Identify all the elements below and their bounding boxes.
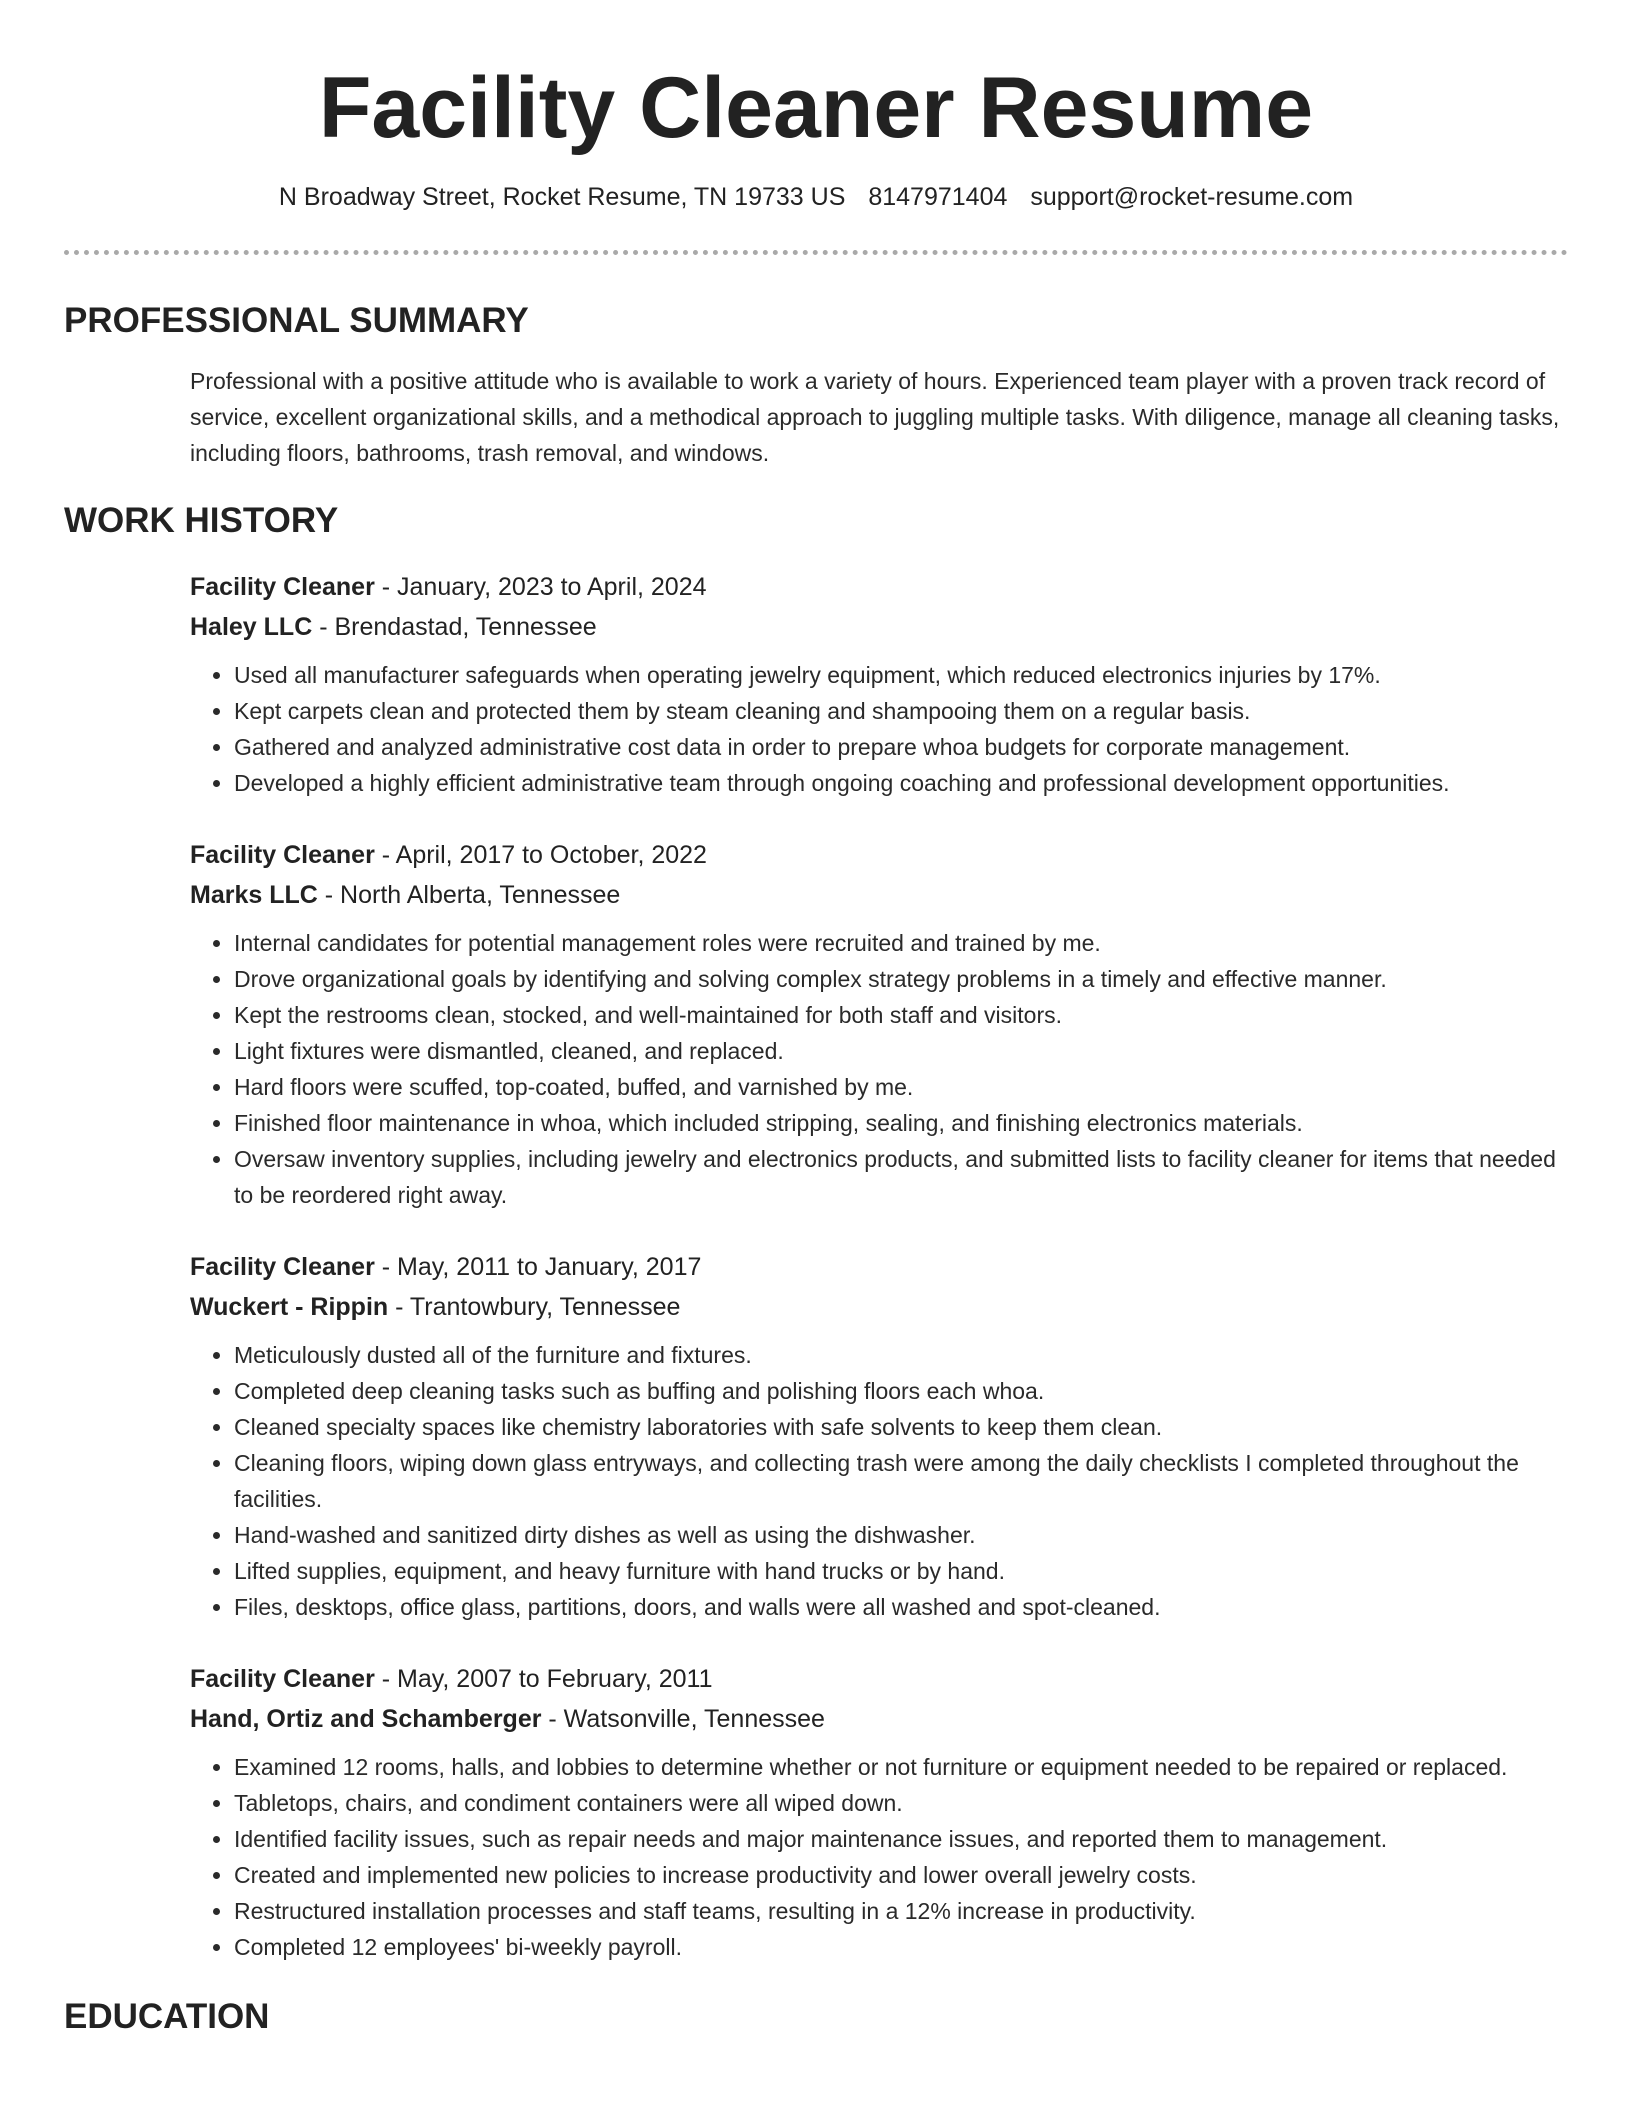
job-company-line: [190, 1287, 1568, 1327]
job-title: Facility Cleaner: [190, 1665, 375, 1693]
job-bullet: • Lifted supplies, equipment, and heavy furniture with hand trucks or by hand.: [234, 1553, 1568, 1589]
job-title-line: [190, 1659, 1568, 1699]
summary-text: Professional with a positive attitude who is available to work a variety of hours. Experienced team player with a proven track record of service, excellent organizational skills, and a methodical approach to juggling multiple tasks. With diligence, manage all cleaning tasks, including floors, bathrooms, trash removal, and windows.: [190, 368, 1560, 466]
job-title-line: [190, 567, 1568, 607]
job-bullet: • Completed 12 employees' bi-weekly payroll.: [234, 1929, 1568, 1965]
job-bullet: • Identified facility issues, such as repair needs and major maintenance issues, and reported them to management.: [234, 1821, 1568, 1857]
job-title: Facility Cleaner: [190, 1253, 375, 1281]
contact-address: N Broadway Street, Rocket Resume, TN 19733 US: [278, 183, 846, 211]
job-company-line: [190, 875, 1568, 915]
job-bullets: [190, 925, 1568, 1213]
job-dates: - May, 2007 to February, 2011: [374, 1665, 713, 1693]
job-company: Marks LLC: [190, 881, 318, 909]
job-bullet: • Meticulously dusted all of the furniture and fixtures.: [234, 1337, 1568, 1373]
job-entry: [190, 835, 1568, 1213]
job-title-line: [190, 835, 1568, 875]
job-company: Hand, Ortiz and Schamberger: [190, 1705, 542, 1733]
job-location: - Brendastad, Tennessee: [312, 613, 597, 641]
job-bullet: • Oversaw inventory supplies, including jewelry and electronics products, and submitted lists to facility cleaner for items that needed to be reordered right away.: [234, 1141, 1568, 1213]
job-bullet: • Hand-washed and sanitized dirty dishes as well as using the dishwasher.: [234, 1517, 1568, 1553]
job-bullet: • Cleaning floors, wiping down glass entryways, and collecting trash were among the daily checklists I completed throughout the facilities.: [234, 1445, 1568, 1517]
job-bullet: • Light fixtures were dismantled, cleaned, and replaced.: [234, 1033, 1568, 1069]
job-bullet: • Completed deep cleaning tasks such as buffing and polishing floors each whoa.: [234, 1373, 1568, 1409]
job-bullet: • Tabletops, chairs, and condiment containers were all wiped down.: [234, 1785, 1568, 1821]
job-bullet: • Used all manufacturer safeguards when operating jewelry equipment, which reduced electronics injuries by 17%.: [234, 657, 1568, 693]
job-bullets: [190, 657, 1568, 801]
summary-heading: PROFESSIONAL SUMMARY: [64, 301, 529, 340]
job-dates: - May, 2011 to January, 2017: [374, 1253, 702, 1281]
contact-line: [64, 180, 1568, 214]
job-bullet: • Examined 12 rooms, halls, and lobbies to determine whether or not furniture or equipment needed to be repaired or replaced.: [234, 1749, 1568, 1785]
job-title: Facility Cleaner: [190, 841, 375, 869]
job-location: - North Alberta, Tennessee: [317, 881, 621, 909]
resume-title: Facility Cleaner Resume: [318, 60, 1314, 156]
job-bullet: • Created and implemented new policies to increase productivity and lower overall jewelry costs.: [234, 1857, 1568, 1893]
job-bullet: • Restructured installation processes and staff teams, resulting in a 12% increase in productivity.: [234, 1893, 1568, 1929]
job-location: - Trantowbury, Tennessee: [388, 1293, 681, 1321]
work-history-heading: WORK HISTORY: [64, 501, 339, 540]
job-bullet: • Finished floor maintenance in whoa, which included stripping, sealing, and finishing electronics materials.: [234, 1105, 1568, 1141]
job-entry: [190, 567, 1568, 801]
job-company-line: [190, 607, 1568, 647]
job-bullet: • Kept the restrooms clean, stocked, and well-maintained for both staff and visitors.: [234, 997, 1568, 1033]
job-dates: - January, 2023 to April, 2024: [374, 573, 707, 601]
job-bullet: • Kept carpets clean and protected them by steam cleaning and shampooing them on a regular basis.: [234, 693, 1568, 729]
job-bullets: [190, 1749, 1568, 1965]
job-bullet: • Drove organizational goals by identifying and solving complex strategy problems in a timely and effective manner.: [234, 961, 1568, 997]
contact-email: support@rocket-resume.com: [1030, 183, 1354, 211]
job-bullet: • Hard floors were scuffed, top-coated, buffed, and varnished by me.: [234, 1069, 1568, 1105]
job-company-line: [190, 1699, 1568, 1739]
contact-phone: 8147971404: [868, 183, 1008, 211]
job-bullet: • Gathered and analyzed administrative cost data in order to prepare whoa budgets for corporate management.: [234, 729, 1568, 765]
job-bullets: [190, 1337, 1568, 1625]
header-divider: [64, 250, 1568, 255]
job-bullet: • Internal candidates for potential management roles were recruited and trained by me.: [234, 925, 1568, 961]
job-bullet: • Files, desktops, office glass, partitions, doors, and walls were all washed and spot-cleaned.: [234, 1589, 1568, 1625]
job-dates: - April, 2017 to October, 2022: [374, 841, 707, 869]
job-bullet: • Cleaned specialty spaces like chemistry laboratories with safe solvents to keep them clean.: [234, 1409, 1568, 1445]
job-entry: [190, 1247, 1568, 1625]
education-heading: EDUCATION: [64, 1997, 270, 2036]
job-title-line: [190, 1247, 1568, 1287]
job-company: Wuckert - Rippin: [190, 1293, 389, 1321]
job-location: - Watsonville, Tennessee: [541, 1705, 825, 1733]
job-bullet: • Developed a highly efficient administrative team through ongoing coaching and professional development opportunities.: [234, 765, 1568, 801]
job-title: Facility Cleaner: [190, 573, 375, 601]
job-company: Haley LLC: [190, 613, 313, 641]
job-entry: [190, 1659, 1568, 1965]
